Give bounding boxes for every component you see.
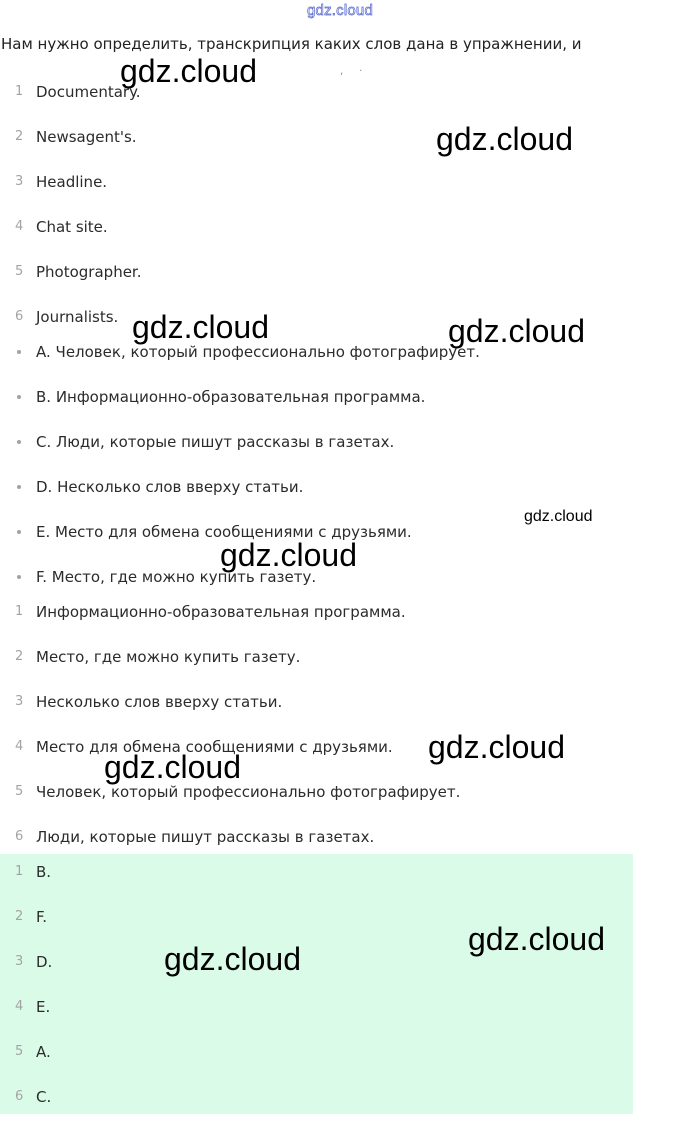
item-text: F. Место, где можно купить газету. [36,568,317,586]
item-number: 6 [15,829,24,844]
item-number: 3 [15,174,24,189]
item-text: Newsagent's. [36,128,137,146]
item-number: 6 [15,309,24,324]
item-number: 4 [15,739,24,754]
item-number: 1 [15,864,24,879]
item-number: 6 [15,1089,24,1104]
item-text: A. [36,1043,51,1061]
watermark: gdz.cloud [220,537,357,573]
bullet-icon [17,350,21,354]
item-number: 4 [15,999,24,1014]
item-number: 3 [15,694,24,709]
item-text: Место, где можно купить газету. [36,648,301,666]
bullet-icon [17,575,21,579]
item-number: 5 [15,784,24,799]
item-text: Место для обмена сообщениями с друзьями. [36,738,393,756]
item-text: Человек, который профессионально фотографирует. [36,783,461,801]
item-text: Journalists. [36,308,119,326]
item-number: 5 [15,264,24,279]
watermark: gdz.cloud [132,309,269,345]
item-text: C. [36,1088,52,1106]
item-text: F. [36,908,47,926]
bullet-icon [17,485,21,489]
watermark: gdz.cloud [104,749,241,785]
watermark: gdz.cloud [468,921,605,957]
watermark: gdz.cloud [164,941,301,977]
item-text: Несколько слов вверху статьи. [36,693,283,711]
watermark: gdz.cloud [120,53,257,89]
watermark: gdz.cloud [448,313,585,349]
item-text: A. Человек, который профессионально фотографирует. [36,343,480,361]
item-text: Documentary. [36,83,141,101]
intro-text: Нам нужно определить, транскрипция каких слов дана в упражнении, и [1,35,582,53]
item-text: B. [36,863,52,881]
item-text: Photographer. [36,263,142,281]
item-text: B. Информационно-образовательная программа. [36,388,426,406]
item-text: E. [36,998,51,1016]
item-number: 2 [15,909,24,924]
item-number: 2 [15,129,24,144]
item-text: D. [36,953,53,971]
item-number: 1 [15,84,24,99]
watermark: gdz.cloud [428,729,565,765]
answer-block [0,854,633,1114]
item-text: Люди, которые пишут рассказы в газетах. [36,828,375,846]
item-number: 4 [15,219,24,234]
bullet-icon [17,395,21,399]
item-text: Информационно-образовательная программа. [36,603,406,621]
item-text: E. Место для обмена сообщениями с друзьями. [36,523,412,541]
item-text: Headline. [36,173,108,191]
watermark: gdz.cloud [524,508,593,525]
item-text: C. Люди, которые пишут рассказы в газетах. [36,433,395,451]
watermark: gdz.cloud [436,121,573,157]
bullet-icon [17,440,21,444]
item-number: 3 [15,954,24,969]
bullet-icon [17,530,21,534]
item-number: 2 [15,649,24,664]
item-text: Chat site. [36,218,108,236]
faint-mark: , · [340,66,363,77]
item-number: 1 [15,604,24,619]
item-number: 5 [15,1044,24,1059]
item-text: D. Несколько слов вверху статьи. [36,478,304,496]
top-watermark: gdz.cloud [306,2,373,19]
